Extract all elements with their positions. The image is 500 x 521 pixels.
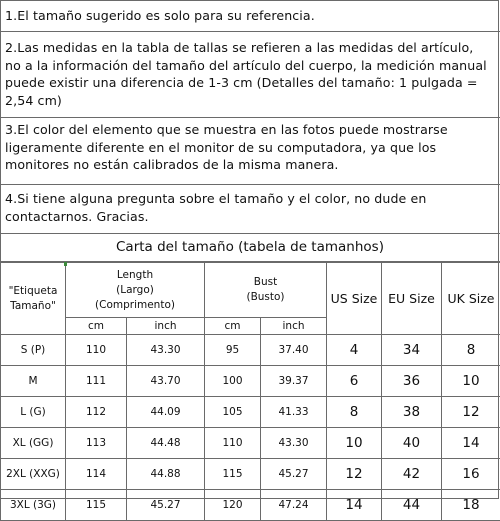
- note-4: [0, 185, 500, 234]
- length-cm-cell: 111: [66, 366, 127, 397]
- bust-cm-cell: 105: [205, 397, 261, 428]
- bust-cm-cell: 120: [205, 490, 261, 521]
- eu-size-header: EU Size: [382, 263, 442, 335]
- length-cm-cell: 114: [66, 459, 127, 490]
- length-header-line-2: (Largo): [66, 283, 204, 298]
- eu-size-cell: 34: [382, 335, 442, 366]
- bust-header-line-1: Bust: [205, 275, 326, 290]
- length-inch-header: inch: [127, 318, 205, 335]
- table-row: [1, 366, 500, 397]
- length-cm-cell: 112: [66, 397, 127, 428]
- size-chart-table: [0, 262, 500, 521]
- us-size-cell: 14: [327, 490, 382, 521]
- note-4-line-1: 4.Si tiene alguna pregunta sobre el tamaño y el color, no dude en: [5, 190, 495, 208]
- size-label-cell: S (P): [1, 335, 66, 366]
- note-1: [0, 0, 500, 32]
- eu-size-cell: 42: [382, 459, 442, 490]
- bust-cm-cell: 95: [205, 335, 261, 366]
- note-3-line-3: monitores no están calibrados de la misma manera.: [5, 156, 495, 174]
- table-row: [1, 335, 500, 366]
- corner-mark: [64, 262, 67, 266]
- table-row: [1, 428, 500, 459]
- size-label-cell: L (G): [1, 397, 66, 428]
- uk-size-header: UK Size: [442, 263, 500, 335]
- length-header-line-1: Length: [66, 268, 204, 283]
- bust-header: [205, 263, 327, 318]
- length-cm-cell: 110: [66, 335, 127, 366]
- us-size-cell: 12: [327, 459, 382, 490]
- bust-cm-cell: 100: [205, 366, 261, 397]
- note-2: [0, 32, 500, 118]
- label-header-line-1: "Etiqueta: [1, 284, 65, 299]
- table-row: [1, 459, 500, 490]
- length-inch-cell: 44.88: [127, 459, 205, 490]
- us-size-cell: 10: [327, 428, 382, 459]
- uk-size-cell: 16: [442, 459, 500, 490]
- bust-inch-cell: 37.40: [261, 335, 327, 366]
- length-inch-cell: 44.48: [127, 428, 205, 459]
- note-3: [0, 118, 500, 185]
- us-size-cell: 8: [327, 397, 382, 428]
- bust-inch-cell: 43.30: [261, 428, 327, 459]
- length-inch-cell: 45.27: [127, 490, 205, 521]
- table-row: [1, 397, 500, 428]
- eu-size-cell: 40: [382, 428, 442, 459]
- bust-inch-cell: 47.24: [261, 490, 327, 521]
- uk-size-cell: 18: [442, 490, 500, 521]
- note-4-line-2: contactarnos. Gracias.: [5, 208, 495, 226]
- length-inch-cell: 43.70: [127, 366, 205, 397]
- size-label-cell: XL (GG): [1, 428, 66, 459]
- eu-size-cell: 44: [382, 490, 442, 521]
- label-header-line-2: Tamaño": [1, 299, 65, 314]
- uk-size-cell: 12: [442, 397, 500, 428]
- length-cm-header: cm: [66, 318, 127, 335]
- bust-cm-cell: 110: [205, 428, 261, 459]
- note-3-line-1: 3.El color del elemento que se muestra en las fotos puede mostrarse: [5, 121, 495, 139]
- bust-cm-header: cm: [205, 318, 261, 335]
- eu-size-cell: 38: [382, 397, 442, 428]
- note-2-line-4: 2,54 cm): [5, 92, 495, 110]
- bust-cm-cell: 115: [205, 459, 261, 490]
- length-inch-cell: 43.30: [127, 335, 205, 366]
- size-chart-caption: Carta del tamaño (tabela de tamanhos): [0, 234, 500, 262]
- length-header-line-3: (Comprimento): [66, 298, 204, 313]
- note-2-line-2: no a la información del tamaño del artículo del cuerpo, la medición manual: [5, 57, 495, 75]
- note-2-line-3: puede existir una diferencia de 1-3 cm (Detalles del tamaño: 1 pulgada =: [5, 74, 495, 92]
- size-label-cell: 2XL (XXG): [1, 459, 66, 490]
- length-cm-cell: 113: [66, 428, 127, 459]
- size-label-cell: 3XL (3G): [1, 490, 66, 521]
- bust-header-line-2: (Busto): [205, 290, 326, 305]
- uk-size-cell: 14: [442, 428, 500, 459]
- bust-inch-cell: 39.37: [261, 366, 327, 397]
- header-row: [1, 263, 500, 318]
- table-row: [1, 490, 500, 521]
- note-3-line-2: ligeramente diferente en el monitor de su computadora, ya que los: [5, 139, 495, 157]
- note-2-line-1: 2.Las medidas en la tabla de tallas se refieren a las medidas del artículo,: [5, 39, 495, 57]
- length-cm-cell: 115: [66, 490, 127, 521]
- length-header: [66, 263, 205, 318]
- label-header: [1, 263, 66, 335]
- bust-inch-cell: 45.27: [261, 459, 327, 490]
- size-label-cell: M: [1, 366, 66, 397]
- eu-size-cell: 36: [382, 366, 442, 397]
- bust-inch-cell: 41.33: [261, 397, 327, 428]
- uk-size-cell: 10: [442, 366, 500, 397]
- us-size-cell: 6: [327, 366, 382, 397]
- us-size-header: US Size: [327, 263, 382, 335]
- length-inch-cell: 44.09: [127, 397, 205, 428]
- uk-size-cell: 8: [442, 335, 500, 366]
- us-size-cell: 4: [327, 335, 382, 366]
- bust-inch-header: inch: [261, 318, 327, 335]
- note-1-line-1: 1.El tamaño sugerido es solo para su referencia.: [5, 7, 495, 25]
